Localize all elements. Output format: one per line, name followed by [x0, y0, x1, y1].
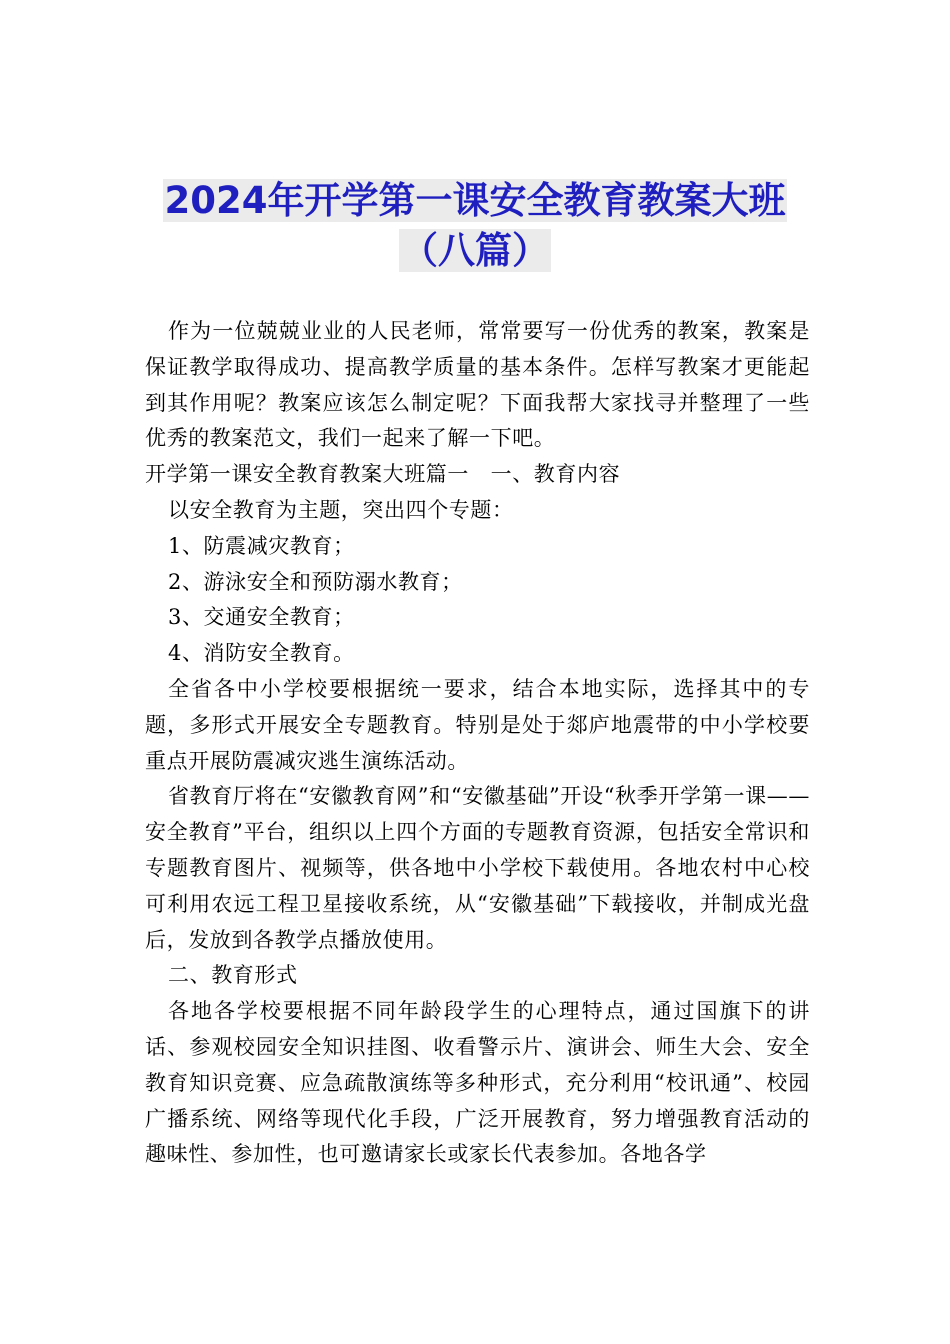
list-item: 4、消防安全教育。	[168, 641, 355, 666]
intro-paragraph: 作为一位兢兢业业的人民老师，常常要写一份优秀的教案，教案是保证教学取得成功、提高教学质量的基本条件。怎样写教案才更能起到其作用呢？教案应该怎么制定呢？下面我帮大家找寻并整理了一些优秀的教案范文，我们一起来了解一下吧。	[145, 319, 810, 451]
body-paragraph: 以安全教育为主题，突出四个专题：	[168, 497, 514, 522]
body-paragraph: 省教育厅将在“安徽教育网”和“安徽基础”开设“秋季开学第一课——安全教育”平台，组织以上四个方面的专题教育资源，包括安全常识和专题教育图片、视频等，供各地中小学校下载使用。各地农村中心校可利用农远工程卫星接收系统，从“安徽基础”下载接收，并制成光盘后，发放到各教学点播放使用。	[145, 784, 810, 952]
list-item: 3、交通安全教育；	[168, 605, 355, 630]
body-paragraph: 各地各学校要根据不同年龄段学生的心理特点，通过国旗下的讲话、参观校园安全知识挂图、收看警示片、演讲会、师生大会、安全教育知识竞赛、应急疏散演练等多种形式，充分利用“校讯通”、校园广播系统、网络等现代化手段，广泛开展教育，努力增强教育活动的趣味性、参加性，也可邀请家长或家长代表参加。各地各学	[145, 999, 810, 1167]
title-line-2: （八篇）	[401, 229, 549, 272]
document-body	[145, 314, 810, 1173]
list-item: 2、游泳安全和预防溺水教育；	[168, 569, 463, 594]
body-paragraph: 全省各中小学校要根据统一要求，结合本地实际，选择其中的专题，多形式开展安全专题教育。特别是处于郯庐地震带的中小学校要重点开展防震减灾逃生演练活动。	[145, 676, 810, 773]
document-title	[100, 176, 850, 276]
title-line-1: 2024年开学第一课安全教育教案大班	[164, 179, 786, 222]
section-heading-2: 二、教育形式	[168, 963, 298, 988]
list-item: 1、防震减灾教育；	[168, 533, 355, 558]
section-heading-1: 开学第一课安全教育教案大班篇一 一、教育内容	[145, 462, 621, 487]
